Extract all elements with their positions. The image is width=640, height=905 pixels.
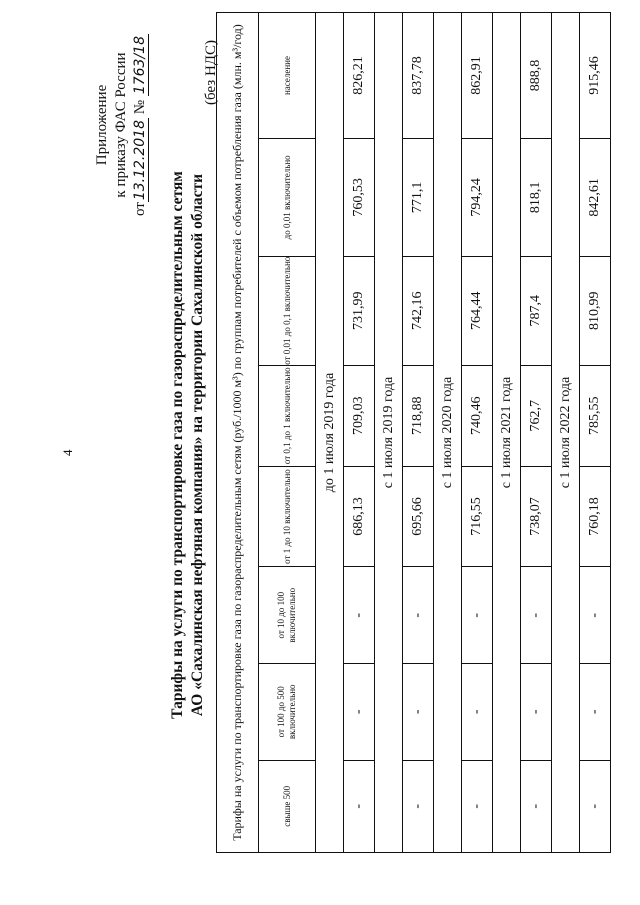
appendix-date-line [131,5,150,245]
table-main-header: Тарифы на услуги по транспортировке газа по газораспределительным сетям (руб./1000 м³) по группам потребителей с объемом потребления газа (млн. м³/год) [217,13,259,853]
table-cell: 837,78 [403,13,434,139]
appendix-label: Приложение [94,84,110,166]
table-cell: - [580,664,611,761]
table-cell: 794,24 [462,139,493,257]
order-number: 1763/18 [132,36,148,95]
table-cell: 760,53 [344,139,375,257]
period-row: с 1 июля 2020 года [434,13,462,853]
table-cell: 818,1 [521,139,552,257]
tariff-table [216,12,611,853]
table-cell: 738,07 [521,466,552,567]
table-row [462,13,493,853]
appendix-block [93,5,150,245]
table-cell: 787,4 [521,256,552,365]
table-cell: - [344,567,375,664]
table-cell: 709,03 [344,365,375,466]
table-cell: 888,8 [521,13,552,139]
table-cell: - [580,760,611,852]
appendix-order-ref: к приказу ФАС России [113,52,129,198]
table-cell: - [344,760,375,852]
column-header: население [259,13,316,139]
table-cell: - [462,664,493,761]
table-cell: 862,91 [462,13,493,139]
number-prefix: № [132,99,148,115]
document-title [168,45,208,845]
table-cell: 810,99 [580,256,611,365]
table-cell: - [521,760,552,852]
column-header: от 100 до 500 включительно [259,664,316,761]
column-header: от 1 до 10 включительно [259,466,316,567]
table-cell: - [344,664,375,761]
table-column-headers [259,13,316,853]
table-cell: 915,46 [580,13,611,139]
table-cell: 842,61 [580,139,611,257]
table-cell: - [521,664,552,761]
period-row: до 1 июля 2019 года [316,13,344,853]
table-cell: 740,46 [462,365,493,466]
table-cell: - [403,760,434,852]
table-cell: - [462,567,493,664]
column-header: свыше 500 [259,760,316,852]
table-cell: 716,55 [462,466,493,567]
table-cell: 785,55 [580,365,611,466]
table-cell: 695,66 [403,466,434,567]
table-cell: - [403,567,434,664]
table-row [403,13,434,853]
table-cell: 686,13 [344,466,375,567]
vat-note: (без НДС) [203,39,219,105]
table-row [344,13,375,853]
table-cell: 826,21 [344,13,375,139]
column-header: от 10 до 100 включительно [259,567,316,664]
table-cell: 764,44 [462,256,493,365]
page-number: 4 [60,449,75,456]
table-cell: 771,1 [403,139,434,257]
date-prefix: от [132,202,148,217]
table-row [521,13,552,853]
column-header: до 0,01 включительно [259,139,316,257]
table-cell: 742,16 [403,256,434,365]
table-cell: - [521,567,552,664]
title-line-2: АО «Сахалинская нефтяная компания» на территории Сахалинской области [189,173,206,717]
table-cell: 762,7 [521,365,552,466]
order-date: 13.12.2018 [132,119,148,201]
table-cell: 760,18 [580,466,611,567]
period-row: с 1 июля 2021 года [493,13,521,853]
table-cell: - [462,760,493,852]
table-cell: 718,88 [403,365,434,466]
table-cell: - [580,567,611,664]
period-row: с 1 июля 2022 года [552,13,580,853]
table-row [580,13,611,853]
title-line-1: Тарифы на услуги по транспортировке газа по газораспределительным сетям [169,171,186,719]
table-cell: 731,99 [344,256,375,365]
column-header: от 0,01 до 0,1 включительно [259,256,316,365]
period-row: с 1 июля 2019 года [375,13,403,853]
table-cell: - [403,664,434,761]
column-header: от 0,1 до 1 включительно [259,365,316,466]
